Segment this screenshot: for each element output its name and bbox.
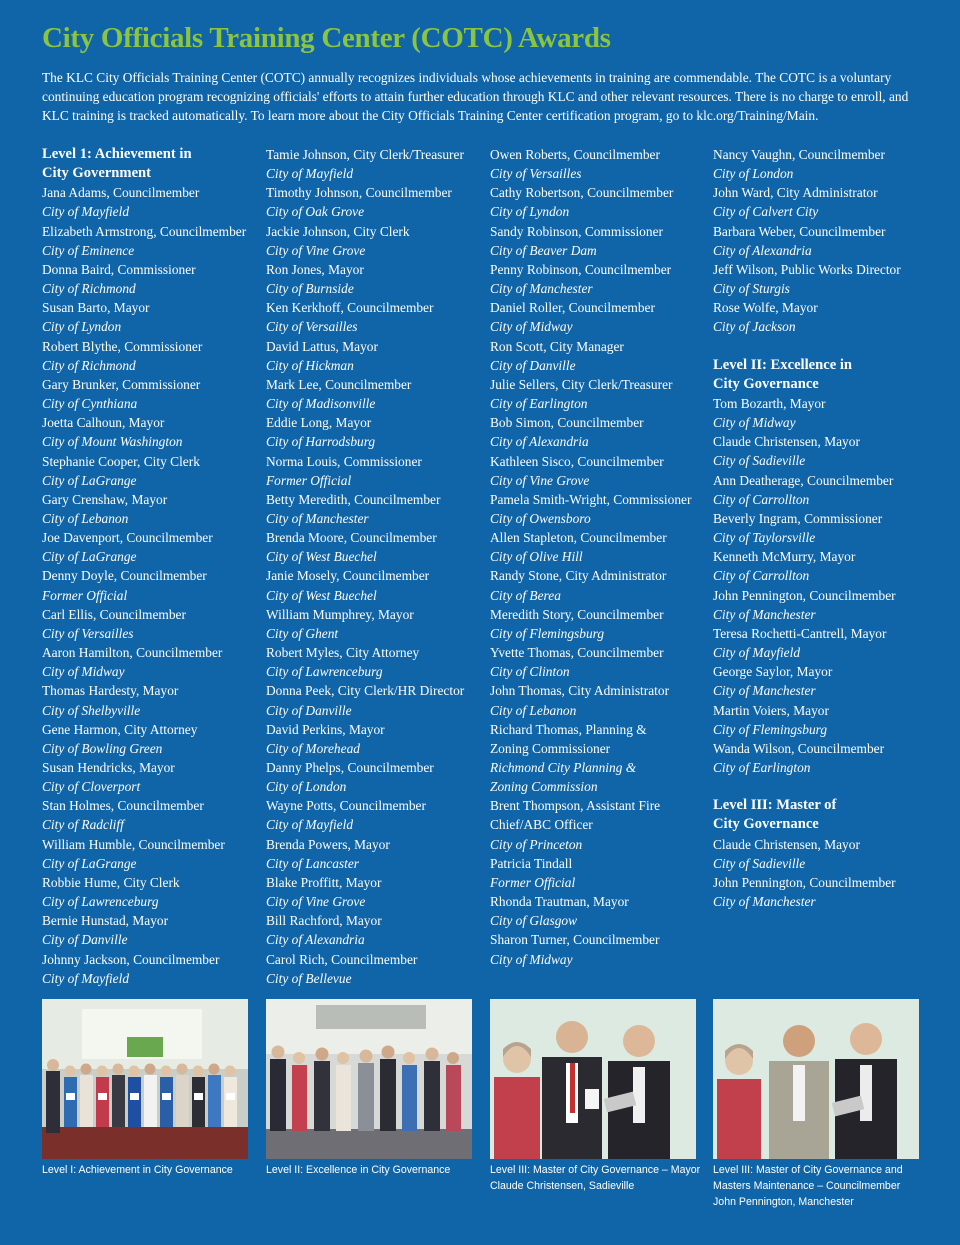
honoree-city: City of Alexandria <box>713 242 812 258</box>
honoree-city: City of Clinton <box>490 664 570 680</box>
honoree-name: Julie Sellers, City Clerk/Treasurer <box>490 376 673 392</box>
honoree-column-2 <box>266 145 484 988</box>
honoree-name: Ann Deatherage, Councilmember <box>713 472 894 488</box>
honoree-city: City of Carrollton <box>713 491 810 507</box>
honoree-name: Patricia Tindall <box>490 855 573 871</box>
level-1-group-photo-illustration <box>42 999 248 1159</box>
honoree-name: Richard Thomas, Planning & <box>490 721 647 737</box>
honoree-name: Aaron Hamilton, Councilmember <box>42 645 223 661</box>
honoree-city: City of LaGrange <box>42 472 137 488</box>
honoree-city: City of Lawrenceburg <box>42 894 159 910</box>
section-heading: Level II: Excellence in <box>713 356 853 373</box>
honoree-city: City of Sadieville <box>713 855 806 871</box>
honoree-name: Susan Hendricks, Mayor <box>42 760 175 775</box>
honoree-city: City of Lawrenceburg <box>266 664 383 680</box>
award-photo-christensen <box>490 999 696 1159</box>
honoree-name: Jackie Johnson, City Clerk <box>266 223 410 239</box>
honoree-name: Elizabeth Armstrong, Councilmember <box>42 223 247 239</box>
honoree-name: William Mumphrey, Mayor <box>266 606 414 622</box>
honoree-city: City of Madisonville <box>266 396 376 412</box>
honoree-city: City of Cynthiana <box>42 396 138 412</box>
honoree-name: Ron Jones, Mayor <box>266 261 364 277</box>
honoree-name: Johnny Jackson, Councilmember <box>42 951 220 967</box>
honoree-name: Robert Blythe, Commissioner <box>42 338 203 354</box>
honoree-name: Ken Kerkhoff, Councilmember <box>266 300 434 316</box>
level-2-group-photo-illustration <box>266 999 472 1159</box>
honoree-city: City of Richmond <box>42 357 136 373</box>
honoree-city: City of Manchester <box>713 606 816 622</box>
honoree-name: Gary Brunker, Commissioner <box>42 376 201 392</box>
honoree-name: Brent Thompson, Assistant Fire <box>490 798 661 814</box>
honoree-city: City of Vine Grove <box>266 242 366 258</box>
honoree-city: City of Vine Grove <box>490 472 590 488</box>
honoree-city: City of Morehead <box>266 740 360 756</box>
honoree-city: City of Lyndon <box>42 319 122 335</box>
honoree-city: City of Sadieville <box>713 453 806 469</box>
honoree-name: Allen Stapleton, Councilmember <box>490 530 667 546</box>
honoree-city: City of Flemingsburg <box>713 721 828 737</box>
honoree-name: Ron Scott, City Manager <box>490 338 624 354</box>
honoree-city: City of Richmond <box>42 281 136 297</box>
honoree-city: City of West Buechel <box>266 549 377 565</box>
honoree-name: Norma Louis, Commissioner <box>266 453 422 469</box>
honoree-name: Wayne Potts, Councilmember <box>266 798 426 814</box>
honoree-name: Nancy Vaughn, Councilmember <box>713 147 885 162</box>
honoree-city: City of Carrollton <box>713 568 810 584</box>
honoree-name: Pamela Smith-Wright, Commissioner <box>490 491 692 507</box>
honoree-city: City of Midway <box>490 951 573 967</box>
honoree-name: Claude Christensen, Mayor <box>713 836 860 852</box>
honoree-name: Cathy Robertson, Councilmember <box>490 185 674 201</box>
honoree-name: Gary Crenshaw, Mayor <box>42 491 168 507</box>
honoree-city: City of Ghent <box>266 625 339 641</box>
honoree-column-3 <box>490 145 708 969</box>
honoree-name: Wanda Wilson, Councilmember <box>713 740 885 756</box>
honoree-name: John Pennington, Councilmember <box>713 587 896 603</box>
honoree-city: City of Alexandria <box>490 434 589 450</box>
honoree-city: City of Mayfield <box>266 166 354 182</box>
honoree-city: City of Vine Grove <box>266 894 366 910</box>
honoree-name: Eddie Long, Mayor <box>266 415 372 431</box>
section-heading: City Government <box>42 165 152 182</box>
section-heading: Level 1: Achievement in <box>42 146 192 162</box>
award-photo-pennington <box>713 999 919 1159</box>
honoree-name: Kenneth McMurry, Mayor <box>713 549 856 565</box>
honoree-city: City of Glasgow <box>490 913 578 929</box>
honoree-city: Zoning Commission <box>490 779 598 795</box>
honoree-name: Susan Barto, Mayor <box>42 300 150 316</box>
honoree-city: City of Shelbyville <box>42 702 141 718</box>
honoree-city: City of Alexandria <box>266 932 365 948</box>
honoree-city: City of Mount Washington <box>42 434 183 450</box>
section-heading: Level III: Master of <box>713 797 837 814</box>
honoree-city: City of LaGrange <box>42 855 137 871</box>
honoree-name: Bill Rachford, Mayor <box>266 913 382 929</box>
honoree-city: City of Mayfield <box>713 645 801 661</box>
honoree-name: Joe Davenport, Councilmember <box>42 530 213 546</box>
honoree-name: Brenda Moore, Councilmember <box>266 530 437 546</box>
honoree-city: City of Manchester <box>266 510 369 526</box>
honoree-city: City of Lancaster <box>266 855 359 871</box>
honoree-city: City of Versailles <box>42 625 134 641</box>
honoree-name: Penny Robinson, Councilmember <box>490 261 672 277</box>
honoree-city: City of Midway <box>490 319 573 335</box>
honoree-name: Bernie Hunstad, Mayor <box>42 913 169 929</box>
honoree-city: City of Cloverport <box>42 779 141 795</box>
honoree-city: City of Hickman <box>266 357 354 373</box>
honoree-name: Brenda Powers, Mayor <box>266 836 390 852</box>
honoree-city: City of LaGrange <box>42 549 137 565</box>
honoree-name: Betty Meredith, Councilmember <box>266 491 441 507</box>
honoree-name: Joetta Calhoun, Mayor <box>42 415 165 431</box>
honoree-city: City of Harrodsburg <box>266 434 376 450</box>
honoree-city: Richmond City Planning & <box>490 760 637 775</box>
honoree-name: David Perkins, Mayor <box>266 721 385 737</box>
spacer <box>713 777 931 796</box>
honoree-city: City of Lyndon <box>490 204 570 220</box>
honoree-city: City of West Buechel <box>266 587 377 603</box>
honoree-name: Tamie Johnson, City Clerk/Treasurer <box>266 147 464 162</box>
group-photo-level-1 <box>42 999 248 1159</box>
honoree-name: Sandy Robinson, Commissioner <box>490 223 663 239</box>
honoree-city: City of Eminence <box>42 242 135 258</box>
honoree-city: City of Bowling Green <box>42 740 163 756</box>
honoree-city: City of Danville <box>266 702 352 718</box>
honoree-city: City of Calvert City <box>713 204 819 220</box>
honoree-city: City of Jackson <box>713 319 796 335</box>
honoree-city: City of Earlington <box>490 396 588 412</box>
honoree-name: Sharon Turner, Councilmember <box>490 932 660 948</box>
honoree-city: City of Mayfield <box>266 817 354 833</box>
honoree-city: City of Owensboro <box>490 510 591 526</box>
honoree-name: Zoning Commissioner <box>490 740 611 756</box>
honoree-name: Jeff Wilson, Public Works Director <box>713 261 901 277</box>
honoree-city: City of Sturgis <box>713 281 790 297</box>
honoree-column-1 <box>42 145 260 988</box>
honoree-name: John Pennington, Councilmember <box>713 874 896 890</box>
honoree-city: City of Bellevue <box>266 970 352 986</box>
honoree-name: Donna Peek, City Clerk/HR Director <box>266 683 465 699</box>
honoree-city: City of Manchester <box>713 683 816 699</box>
honoree-name: John Thomas, City Administrator <box>490 683 670 699</box>
honoree-city: City of Midway <box>42 664 125 680</box>
honoree-city: City of Burnside <box>266 281 354 297</box>
honoree-name: Thomas Hardesty, Mayor <box>42 683 179 699</box>
honoree-name: Donna Baird, Commissioner <box>42 261 196 277</box>
honoree-city: City of Berea <box>490 587 561 603</box>
honoree-city: City of Taylorsville <box>713 530 816 546</box>
honoree-city: Former Official <box>266 472 352 488</box>
honoree-name: Robert Myles, City Attorney <box>266 645 420 661</box>
honoree-city: City of Danville <box>42 932 128 948</box>
spacer <box>713 337 931 356</box>
honoree-name: Kathleen Sisco, Councilmember <box>490 453 664 469</box>
honoree-name: Meredith Story, Councilmember <box>490 606 664 622</box>
honoree-name: Carol Rich, Councilmember <box>266 951 418 967</box>
section-heading: City Governance <box>713 375 819 392</box>
christensen-award-photo-illustration <box>490 999 696 1159</box>
honoree-name: Daniel Roller, Councilmember <box>490 300 655 316</box>
honoree-city: Former Official <box>490 874 576 890</box>
honoree-name: Robbie Hume, City Clerk <box>42 874 180 890</box>
honoree-city: City of Versailles <box>490 166 582 182</box>
honoree-column-4 <box>713 145 931 911</box>
honoree-name: Stephanie Cooper, City Clerk <box>42 453 200 469</box>
honoree-city: City of Princeton <box>490 836 583 852</box>
honoree-city: City of Mayfield <box>42 970 130 986</box>
honoree-city: City of Mayfield <box>42 204 130 220</box>
honoree-city: City of Manchester <box>490 281 593 297</box>
honoree-name: Beverly Ingram, Commissioner <box>713 510 883 526</box>
honoree-name: Janie Mosely, Councilmember <box>266 568 430 584</box>
honoree-name: Randy Stone, City Administrator <box>490 568 667 584</box>
honoree-name: Jana Adams, Councilmember <box>42 185 200 201</box>
honoree-name: William Humble, Councilmember <box>42 836 225 852</box>
honoree-name: Rose Wolfe, Mayor <box>713 300 818 316</box>
honoree-name: Gene Harmon, City Attorney <box>42 721 198 737</box>
honoree-name: John Ward, City Administrator <box>713 185 878 201</box>
honoree-city: City of Earlington <box>713 759 811 775</box>
honoree-name: Blake Proffitt, Mayor <box>266 874 382 890</box>
honoree-name: George Saylor, Mayor <box>713 664 833 680</box>
honoree-city: City of London <box>713 166 794 182</box>
honoree-name: Barbara Weber, Councilmember <box>713 223 886 239</box>
honoree-city: City of Manchester <box>713 894 816 910</box>
honoree-city: City of Oak Grove <box>266 204 365 220</box>
honoree-city: City of Lebanon <box>42 510 129 526</box>
group-photo-level-2 <box>266 999 472 1159</box>
honoree-name: Stan Holmes, Councilmember <box>42 798 204 814</box>
section-heading: City Governance <box>713 816 819 833</box>
honoree-name: Tom Bozarth, Mayor <box>713 396 826 412</box>
honoree-city: City of Olive Hill <box>490 549 583 565</box>
honoree-name: David Lattus, Mayor <box>266 338 378 354</box>
honoree-city: City of Midway <box>713 415 796 431</box>
honoree-name: Rhonda Trautman, Mayor <box>490 894 629 910</box>
honoree-name: Mark Lee, Councilmember <box>266 376 412 392</box>
honoree-name: Timothy Johnson, Councilmember <box>266 185 452 201</box>
photo-caption-pennington: Level III: Master of City Governance and Masters Maintenance – Councilmember John Pennington, Manchester <box>713 1164 903 1208</box>
photo-caption-level-2: Level II: Excellence in City Governance <box>266 1164 451 1176</box>
honoree-city: City of Danville <box>490 357 576 373</box>
honoree-name: Claude Christensen, Mayor <box>713 434 860 450</box>
page-title: City Officials Training Center (COTC) Awards <box>42 22 611 54</box>
honoree-city: City of London <box>266 779 347 795</box>
honoree-city: City of Lebanon <box>490 702 577 718</box>
pennington-award-photo-illustration <box>713 999 919 1159</box>
honoree-city: City of Flemingsburg <box>490 625 605 641</box>
intro-paragraph: The KLC City Officials Training Center (COTC) annually recognizes individuals whose achievements in training are commendable. The COTC is a voluntary continuing education program recognizing officials' efforts to attain further education through KLC and other relevant resources. There is no charge to enroll, and KLC training is tracked automatically. To learn more about the City Officials Training Center certification program, go to klc.org/Training/Main. <box>42 70 909 124</box>
honoree-city: City of Beaver Dam <box>490 242 597 258</box>
honoree-name: Denny Doyle, Councilmember <box>42 568 207 584</box>
honoree-city: Former Official <box>42 587 128 603</box>
honoree-city: City of Radcliff <box>42 817 124 833</box>
photo-caption-christensen: Level III: Master of City Governance – Mayor Claude Christensen, Sadieville <box>490 1164 701 1192</box>
honoree-name: Bob Simon, Councilmember <box>490 415 644 431</box>
honoree-city: City of Versailles <box>266 319 358 335</box>
honoree-name: Yvette Thomas, Councilmember <box>490 645 664 661</box>
honoree-name: Owen Roberts, Councilmember <box>490 147 660 162</box>
honoree-name: Martin Voiers, Mayor <box>713 702 829 718</box>
honoree-name: Chief/ABC Officer <box>490 817 593 833</box>
honoree-name: Teresa Rochetti-Cantrell, Mayor <box>713 625 887 641</box>
photo-caption-level-1: Level I: Achievement in City Governance <box>42 1164 233 1176</box>
honoree-name: Carl Ellis, Councilmember <box>42 606 186 622</box>
honoree-name: Danny Phelps, Councilmember <box>266 760 434 775</box>
